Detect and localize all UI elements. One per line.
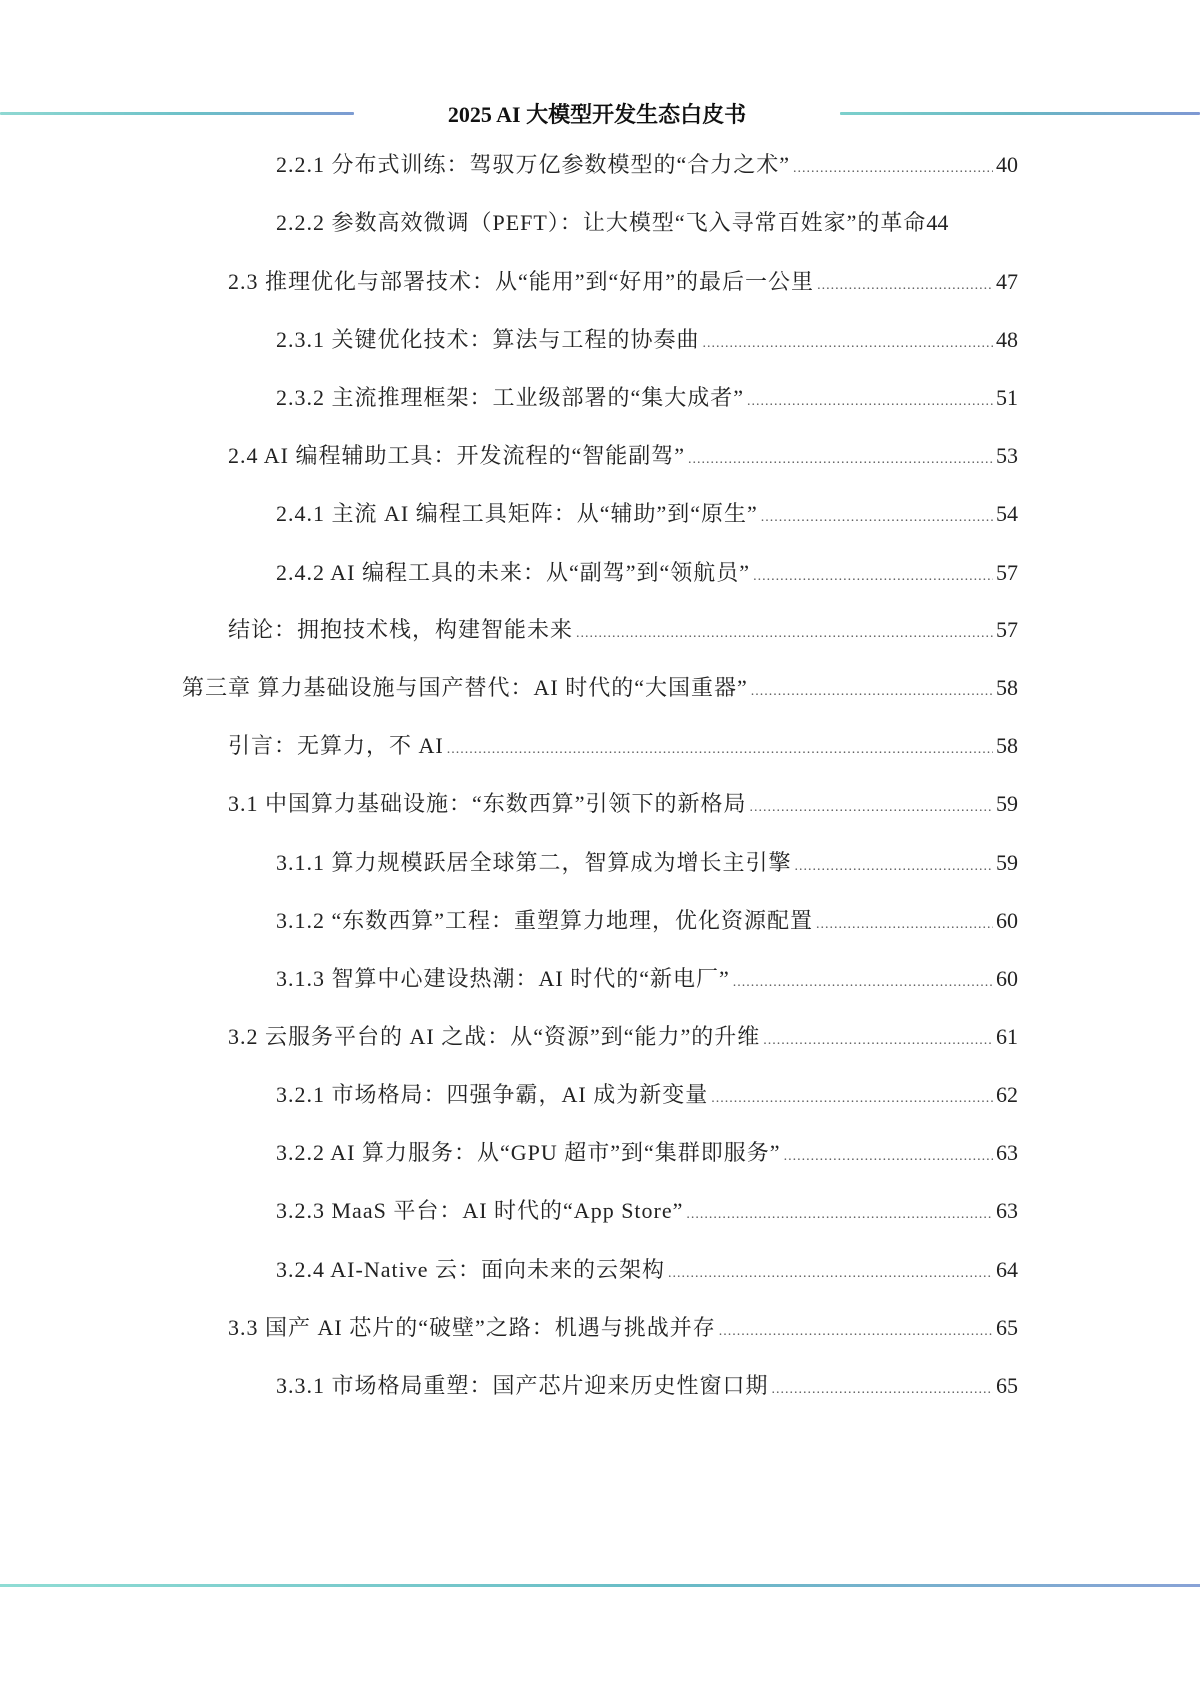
footer-divider	[0, 1584, 1200, 1587]
toc-page-number: 53	[996, 443, 1018, 468]
dot-leader	[795, 852, 993, 882]
toc-entry-label: 3.1.2 “东数西算”工程：重塑算力地理，优化资源配置	[276, 908, 814, 933]
dot-leader	[750, 793, 993, 823]
toc-entry-label: 3.1 中国算力基础设施：“东数西算”引领下的新格局	[228, 791, 747, 816]
toc-entry-2-4-2[interactable]	[276, 558, 1018, 592]
toc-entry-introduction[interactable]	[228, 731, 1018, 765]
toc-entry-label: 2.3.2 主流推理框架：工业级部署的“集大成者”	[276, 385, 745, 410]
dot-leader	[447, 735, 993, 765]
toc-page-number: 63	[996, 1140, 1018, 1165]
toc-page-number: 47	[996, 269, 1018, 294]
toc-entry-3-1-2[interactable]	[276, 906, 1018, 940]
toc-entry-3-2-2[interactable]	[276, 1138, 1018, 1172]
header-divider-left	[0, 112, 354, 115]
toc-entry-label: 2.4 AI 编程辅助工具：开发流程的“智能副驾”	[228, 443, 686, 468]
toc-entry-label: 2.3 推理优化与部署技术：从“能用”到“好用”的最后一公里	[228, 269, 815, 294]
toc-entry-conclusion[interactable]	[228, 615, 1018, 649]
toc-entry-3-3-1[interactable]	[276, 1371, 1018, 1405]
dot-leader	[816, 910, 993, 940]
dot-leader	[711, 1084, 993, 1114]
toc-entry-2-3[interactable]	[228, 267, 1018, 301]
toc-entry-label: 3.3 国产 AI 芯片的“破壁”之路：机遇与挑战并存	[228, 1315, 716, 1340]
toc-page-number: 59	[996, 850, 1018, 875]
toc-entry-label: 3.3.1 市场格局重塑：国产芯片迎来历史性窗口期	[276, 1373, 769, 1398]
toc-entry-label: 第三章 算力基础设施与国产替代：AI 时代的“大国重器”	[182, 675, 748, 700]
toc-entry-label: 3.1.3 智算中心建设热潮：AI 时代的“新电厂”	[276, 966, 730, 991]
toc-entry-label: 引言：无算力，不 AI	[228, 733, 444, 758]
dot-leader	[668, 1259, 993, 1289]
toc-page-number: 60	[996, 908, 1018, 933]
toc-page-number: 58	[996, 733, 1018, 758]
dot-leader	[719, 1317, 993, 1347]
toc-entry-2-2-1[interactable]	[276, 150, 1018, 184]
dot-leader	[703, 329, 993, 359]
toc-page-number: 40	[996, 152, 1018, 177]
toc-entry-2-3-1[interactable]	[276, 325, 1018, 359]
toc-page-number: 51	[996, 385, 1018, 410]
toc-entry-label: 2.4.1 主流 AI 编程工具矩阵：从“辅助”到“原生”	[276, 501, 758, 526]
toc-entry-3-3[interactable]	[228, 1313, 1018, 1347]
dot-leader	[747, 387, 993, 417]
toc-page-number: 64	[996, 1257, 1018, 1282]
toc-entry-2-4-1[interactable]	[276, 499, 1018, 533]
dot-leader	[688, 445, 993, 475]
toc-page-number: 58	[996, 675, 1018, 700]
dot-leader	[686, 1200, 993, 1230]
dot-leader	[733, 968, 993, 998]
toc-entry-label: 3.2.4 AI-Native 云：面向未来的云架构	[276, 1257, 665, 1282]
dot-leader	[761, 503, 993, 533]
toc-entry-3-2-3[interactable]	[276, 1196, 1018, 1230]
header-divider-right	[840, 112, 1200, 115]
toc-page-number: 48	[996, 327, 1018, 352]
toc-entry-label: 3.2.1 市场格局：四强争霸，AI 成为新变量	[276, 1082, 709, 1107]
toc-page-number: 62	[996, 1082, 1018, 1107]
toc-entry-label: 3.2 云服务平台的 AI 之战：从“资源”到“能力”的升维	[228, 1024, 761, 1049]
toc-page-number: 54	[996, 501, 1018, 526]
toc-entry-3-2[interactable]	[228, 1022, 1018, 1056]
dot-leader	[817, 271, 993, 301]
toc-page-number: 44	[926, 210, 949, 235]
toc-entry-3-2-4[interactable]	[276, 1255, 1018, 1289]
toc-entry-label: 2.3.1 关键优化技术：算法与工程的协奏曲	[276, 327, 700, 352]
toc-entry-3-2-1[interactable]	[276, 1080, 1018, 1114]
toc-page-number: 57	[996, 617, 1018, 642]
dot-leader	[753, 562, 993, 592]
toc-page-number: 63	[996, 1198, 1018, 1223]
toc-entry-2-3-2[interactable]	[276, 383, 1018, 417]
toc-entry-chapter-3[interactable]	[182, 673, 1018, 707]
toc-page-number: 57	[996, 560, 1018, 585]
dot-leader	[576, 619, 993, 649]
document-header-title: 2025 AI 大模型开发生态白皮书	[447, 102, 747, 127]
toc-page-number: 60	[996, 966, 1018, 991]
dot-leader	[751, 677, 993, 707]
toc-entry-label: 3.2.3 MaaS 平台：AI 时代的“App Store”	[276, 1198, 684, 1223]
toc-entry-label: 2.4.2 AI 编程工具的未来：从“副驾”到“领航员”	[276, 560, 751, 585]
dot-leader	[793, 154, 993, 184]
toc-page-number: 65	[996, 1315, 1018, 1340]
toc-entry-3-1-3[interactable]	[276, 964, 1018, 998]
dot-leader	[772, 1375, 993, 1405]
toc-entry-label: 3.1.1 算力规模跃居全球第二，智算成为增长主引擎	[276, 850, 792, 875]
toc-entry-label: 2.2.1 分布式训练：驾驭万亿参数模型的“合力之术”	[276, 152, 791, 177]
toc-entry-label: 3.2.2 AI 算力服务：从“GPU 超市”到“集群即服务”	[276, 1140, 781, 1165]
toc-entry-3-1-1[interactable]	[276, 848, 1018, 882]
toc-page-number: 59	[996, 791, 1018, 816]
toc-entry-2-4[interactable]	[228, 441, 1018, 475]
toc-page-number: 65	[996, 1373, 1018, 1398]
toc-page-number: 61	[996, 1024, 1018, 1049]
toc-entry-label: 结论：拥抱技术栈，构建智能未来	[228, 617, 574, 642]
toc-entry-3-1[interactable]	[228, 789, 1018, 823]
toc-entry-2-2-2[interactable]	[276, 208, 1018, 238]
toc-entry-label: 2.2.2 参数高效微调（PEFT）：让大模型“飞入寻常百姓家”的革命	[276, 210, 927, 235]
dot-leader	[763, 1026, 993, 1056]
dot-leader	[784, 1142, 993, 1172]
